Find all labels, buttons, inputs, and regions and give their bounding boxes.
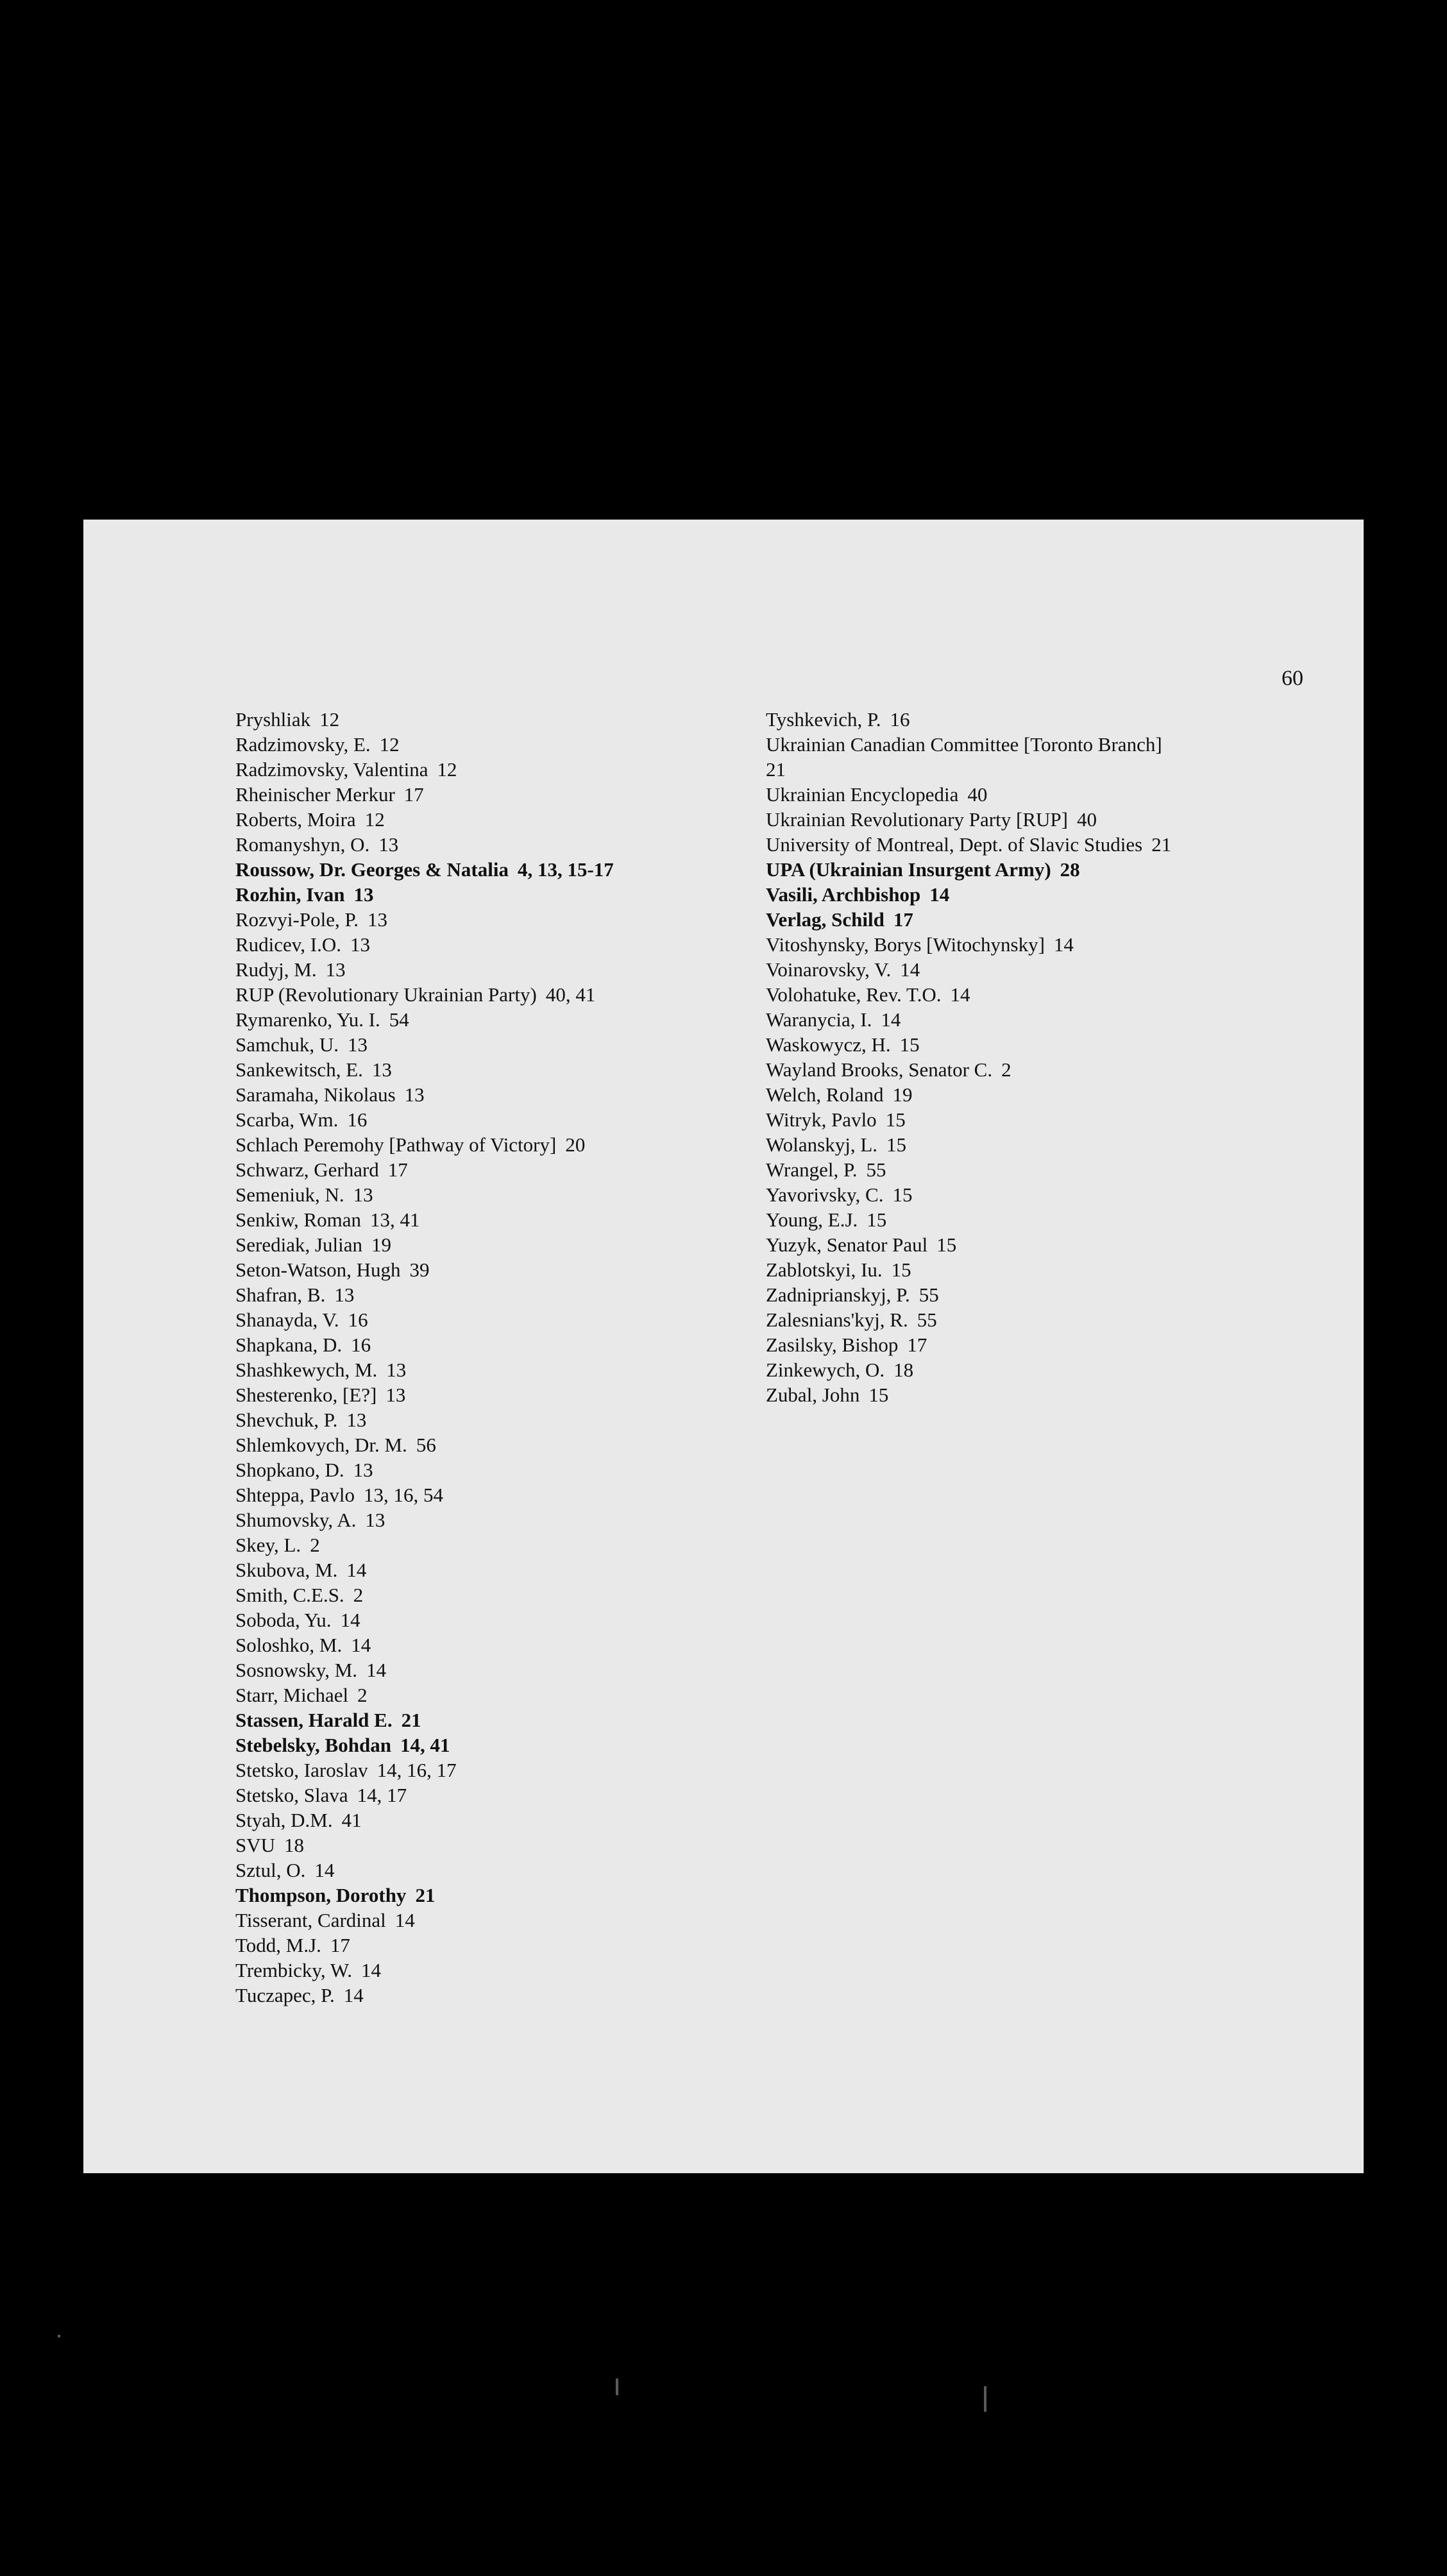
- entry-name: Ukrainian Encyclopedia: [766, 783, 959, 806]
- index-entry: [235, 1682, 761, 1707]
- index-entry: [235, 1182, 761, 1207]
- entry-pages: 55: [918, 1284, 939, 1306]
- entry-pages: 13: [350, 933, 371, 956]
- entry-pages: 14, 41: [400, 1734, 450, 1756]
- entry-pages: 12: [364, 808, 385, 831]
- index-entry: [766, 1232, 1317, 1257]
- entry-name: Roussow, Dr. Georges & Natalia: [235, 858, 509, 881]
- entry-pages: 54: [389, 1008, 409, 1031]
- entry-name: Sztul, O.: [235, 1859, 306, 1881]
- index-entry: [235, 882, 761, 907]
- entry-name: Shopkano, D.: [235, 1459, 344, 1481]
- index-entry: [235, 1858, 761, 1883]
- index-entry: [766, 1207, 1317, 1232]
- entry-name: Vasili, Archbishop: [766, 883, 921, 906]
- entry-pages: 13: [346, 1409, 367, 1431]
- entry-pages: 13, 41: [370, 1208, 420, 1231]
- index-entry: [766, 1082, 1317, 1107]
- index-entry: [235, 1607, 761, 1632]
- entry-pages: 4, 13, 15-17: [517, 858, 614, 881]
- entry-name: Stetsko, Slava: [235, 1784, 348, 1806]
- entry-name: Tuczapec, P.: [235, 1984, 335, 2006]
- entry-name: Skey, L.: [235, 1534, 301, 1556]
- index-entry: [766, 1032, 1317, 1057]
- entry-name: Styah, D.M.: [235, 1809, 333, 1831]
- entry-name: Shapkana, D.: [235, 1334, 343, 1356]
- entry-name: Yavorivsky, C.: [766, 1183, 884, 1206]
- entry-pages: 13: [348, 1033, 368, 1056]
- entry-pages: 13: [353, 1183, 373, 1206]
- index-entry: [766, 1157, 1317, 1182]
- index-entry: [766, 832, 1317, 857]
- entry-pages: 16: [351, 1334, 371, 1356]
- entry-pages: 19: [892, 1083, 913, 1106]
- entry-pages: 13: [368, 908, 388, 931]
- entry-name: Sosnowsky, M.: [235, 1659, 358, 1681]
- index-entry: [766, 982, 1317, 1007]
- index-entry: [235, 1282, 761, 1307]
- page-number: 60: [1282, 666, 1303, 690]
- entry-pages: 14: [361, 1959, 382, 1981]
- entry-pages: 21: [415, 1884, 436, 1906]
- entry-pages: 13: [365, 1509, 385, 1531]
- entry-name: Shashkewych, M.: [235, 1359, 378, 1381]
- entry-name: Ukrainian Revolutionary Party [RUP]: [766, 808, 1068, 831]
- entry-pages: 14: [929, 883, 950, 906]
- index-entry: [235, 1407, 761, 1432]
- index-entry: [235, 832, 761, 857]
- entry-pages: 13, 16, 54: [364, 1484, 443, 1506]
- entry-name: Zasilsky, Bishop: [766, 1334, 899, 1356]
- index-entry: [235, 782, 761, 807]
- index-entry: [235, 1632, 761, 1657]
- index-entry: [235, 1107, 761, 1132]
- index-entry: [235, 1032, 761, 1057]
- index-entry: [235, 1057, 761, 1082]
- index-entry: [235, 807, 761, 832]
- entry-name: Tyshkevich, P.: [766, 708, 881, 731]
- entry-name: Todd, M.J.: [235, 1934, 321, 1956]
- entry-pages: 14, 16, 17: [377, 1759, 457, 1781]
- entry-name: Waskowycz, H.: [766, 1033, 891, 1056]
- entry-name: Semeniuk, N.: [235, 1183, 344, 1206]
- index-entry: [235, 1783, 761, 1808]
- index-entry: [235, 707, 761, 732]
- entry-name: Zubal, John: [766, 1384, 860, 1406]
- index-entry: [766, 1357, 1317, 1382]
- entry-name: Radzimovsky, E.: [235, 733, 371, 756]
- entry-name: Radzimovsky, Valentina: [235, 758, 428, 781]
- index-entry: [766, 782, 1317, 807]
- entry-pages: 56: [416, 1434, 436, 1456]
- scan-artifact: [58, 2335, 60, 2337]
- entry-pages: 39: [409, 1258, 430, 1281]
- entry-pages: 2: [353, 1584, 364, 1606]
- entry-name: Roberts, Moira: [235, 808, 356, 831]
- entry-name: Skubova, M.: [235, 1559, 338, 1581]
- index-entry: [766, 1332, 1317, 1357]
- index-entry: [235, 1457, 761, 1482]
- entry-pages: 40: [967, 783, 988, 806]
- index-entry: [235, 1257, 761, 1282]
- index-entry: [235, 907, 761, 932]
- entry-pages: 15: [936, 1233, 957, 1256]
- index-entry: [766, 1132, 1317, 1157]
- entry-name: Voinarovsky, V.: [766, 958, 892, 981]
- entry-pages: 15: [899, 1033, 920, 1056]
- entry-name: Ukrainian Canadian Committee [Toronto Branch]: [766, 733, 1162, 756]
- entry-name: Rheinischer Merkur: [235, 783, 395, 806]
- index-entry: [235, 1132, 761, 1157]
- entry-name: Shevchuk, P.: [235, 1409, 338, 1431]
- entry-pages: 15: [892, 1183, 913, 1206]
- index-entry: [235, 1833, 761, 1858]
- entry-pages: 13: [334, 1284, 355, 1306]
- entry-name: Sankewitsch, E.: [235, 1058, 363, 1081]
- entry-pages: 19: [371, 1233, 392, 1256]
- entry-name: Witryk, Pavlo: [766, 1108, 877, 1131]
- entry-name: University of Montreal, Dept. of Slavic Studies: [766, 833, 1143, 856]
- entry-name: Shlemkovych, Dr. M.: [235, 1434, 407, 1456]
- entry-name: Thompson, Dorothy: [235, 1884, 407, 1906]
- index-entry: [235, 1983, 761, 2008]
- entry-name: Samchuk, U.: [235, 1033, 339, 1056]
- entry-pages: 15: [886, 1133, 907, 1156]
- entry-pages: 13: [325, 958, 346, 981]
- entry-pages: 2: [357, 1684, 368, 1706]
- entry-pages: 17: [330, 1934, 350, 1956]
- index-entry: [235, 1532, 761, 1557]
- entry-pages: 41: [341, 1809, 362, 1831]
- index-entry: [235, 1733, 761, 1758]
- index-entry: [766, 882, 1317, 907]
- entry-name: Pryshliak: [235, 708, 311, 731]
- index-entry: [235, 957, 761, 982]
- index-entry: [766, 1057, 1317, 1082]
- entry-pages: 14: [900, 958, 920, 981]
- entry-name: Soboda, Yu.: [235, 1609, 332, 1631]
- entry-pages: 15: [891, 1258, 911, 1281]
- entry-name: Shanayda, V.: [235, 1309, 339, 1331]
- index-entry: [235, 757, 761, 782]
- index-entry: [766, 732, 1317, 782]
- entry-name: Zinkewych, O.: [766, 1359, 885, 1381]
- index-entry: [235, 982, 761, 1007]
- index-entry: [235, 1908, 761, 1933]
- entry-name: Schlach Peremohy [Pathway of Victory]: [235, 1133, 557, 1156]
- entry-name: Wrangel, P.: [766, 1158, 858, 1181]
- index-entry: [235, 1332, 761, 1357]
- entry-pages: 17: [893, 908, 913, 931]
- entry-name: Zalesnians'kyj, R.: [766, 1309, 908, 1331]
- entry-name: Saramaha, Nikolaus: [235, 1083, 396, 1106]
- index-entry: [235, 1582, 761, 1607]
- entry-pages: 14: [881, 1008, 901, 1031]
- entry-pages: 40, 41: [545, 983, 596, 1006]
- entry-name: Serediak, Julian: [235, 1233, 363, 1256]
- entry-name: Wayland Brooks, Senator C.: [766, 1058, 993, 1081]
- entry-name: Shafran, B.: [235, 1284, 326, 1306]
- index-entry: [766, 1257, 1317, 1282]
- entry-name: Rudicev, I.O.: [235, 933, 342, 956]
- entry-pages: 21: [1151, 833, 1172, 856]
- index-entry: [235, 1557, 761, 1582]
- entry-name: Young, E.J.: [766, 1208, 858, 1231]
- index-entry: [235, 1432, 761, 1457]
- entry-pages: 13: [385, 1384, 406, 1406]
- entry-name: Smith, C.E.S.: [235, 1584, 344, 1606]
- index-entry: [235, 857, 761, 882]
- entry-pages: 13: [353, 883, 374, 906]
- entry-pages: 18: [893, 1359, 914, 1381]
- index-entry: [235, 1232, 761, 1257]
- entry-pages: 17: [387, 1158, 408, 1181]
- entry-name: Volohatuke, Rev. T.O.: [766, 983, 942, 1006]
- index-entry: [766, 1282, 1317, 1307]
- index-entry: [235, 1707, 761, 1733]
- index-entry: [235, 1157, 761, 1182]
- entry-pages: 12: [437, 758, 457, 781]
- index-entry: [235, 1307, 761, 1332]
- entry-pages: 18: [284, 1834, 305, 1856]
- entry-name: Wolanskyj, L.: [766, 1133, 878, 1156]
- index-entry: [766, 1307, 1317, 1332]
- index-entry: [766, 857, 1317, 882]
- entry-name: Rymarenko, Yu. I.: [235, 1008, 380, 1031]
- entry-pages: 13: [404, 1083, 425, 1106]
- index-entry: [766, 932, 1317, 957]
- entry-pages: 21: [766, 758, 786, 781]
- entry-name: Schwarz, Gerhard: [235, 1158, 379, 1181]
- entry-name: Vitoshynsky, Borys [Witochynsky]: [766, 933, 1045, 956]
- entry-pages: 13: [386, 1359, 407, 1381]
- entry-pages: 14: [340, 1609, 360, 1631]
- index-entry: [766, 1182, 1317, 1207]
- entry-name: UPA (Ukrainian Insurgent Army): [766, 858, 1051, 881]
- index-entry: [766, 1382, 1317, 1407]
- entry-pages: 16: [348, 1309, 368, 1331]
- index-entry: [235, 932, 761, 957]
- entry-pages: 17: [403, 783, 424, 806]
- scan-artifact: [984, 2386, 986, 2412]
- entry-pages: 40: [1076, 808, 1097, 831]
- index-entry: [235, 1507, 761, 1532]
- index-column-right: [766, 707, 1317, 1407]
- entry-pages: 28: [1060, 858, 1080, 881]
- entry-pages: 13: [378, 833, 399, 856]
- entry-name: Senkiw, Roman: [235, 1208, 362, 1231]
- entry-name: Seton-Watson, Hugh: [235, 1258, 401, 1281]
- entry-pages: 13: [371, 1058, 392, 1081]
- entry-pages: 14: [351, 1634, 371, 1656]
- entry-name: SVU: [235, 1834, 276, 1856]
- entry-pages: 55: [917, 1309, 937, 1331]
- entry-pages: 15: [867, 1208, 887, 1231]
- entry-name: Rozhin, Ivan: [235, 883, 345, 906]
- entry-pages: 12: [379, 733, 400, 756]
- entry-pages: 55: [866, 1158, 886, 1181]
- entry-name: Trembicky, W.: [235, 1959, 353, 1981]
- entry-name: Soloshko, M.: [235, 1634, 343, 1656]
- entry-pages: 2: [310, 1534, 320, 1556]
- entry-name: RUP (Revolutionary Ukrainian Party): [235, 983, 537, 1006]
- entry-pages: 14: [346, 1559, 367, 1581]
- index-entry: [235, 1007, 761, 1032]
- index-entry: [235, 1207, 761, 1232]
- entry-name: Shteppa, Pavlo: [235, 1484, 355, 1506]
- index-entry: [235, 1482, 761, 1507]
- index-entry: [235, 1958, 761, 1983]
- entry-pages: 15: [868, 1384, 889, 1406]
- index-entry: [766, 907, 1317, 932]
- entry-name: Yuzyk, Senator Paul: [766, 1233, 928, 1256]
- entry-pages: 21: [401, 1709, 421, 1731]
- entry-name: Rudyj, M.: [235, 958, 317, 981]
- document-page: [83, 520, 1364, 2173]
- entry-pages: 14: [394, 1909, 415, 1931]
- entry-pages: 14: [1053, 933, 1074, 956]
- entry-name: Welch, Roland: [766, 1083, 884, 1106]
- entry-pages: 15: [885, 1108, 906, 1131]
- entry-pages: 16: [890, 708, 910, 731]
- index-entry: [766, 1007, 1317, 1032]
- entry-pages: 14: [366, 1659, 387, 1681]
- entry-pages: 14, 17: [357, 1784, 407, 1806]
- entry-name: Stebelsky, Bohdan: [235, 1734, 391, 1756]
- index-entry: [235, 1657, 761, 1682]
- scan-artifact: [616, 2378, 618, 2395]
- entry-name: Tisserant, Cardinal: [235, 1909, 386, 1931]
- entry-pages: 12: [319, 708, 340, 731]
- entry-pages: 2: [1001, 1058, 1011, 1081]
- entry-pages: 17: [907, 1334, 927, 1356]
- entry-pages: 14: [343, 1984, 364, 2006]
- entry-name: Zadniprianskyj, P.: [766, 1284, 910, 1306]
- entry-pages: 16: [347, 1108, 368, 1131]
- index-entry: [235, 1808, 761, 1833]
- entry-pages: 20: [565, 1133, 586, 1156]
- entry-name: Rozvyi-Pole, P.: [235, 908, 359, 931]
- entry-pages: 13: [353, 1459, 373, 1481]
- entry-name: Stetsko, Iaroslav: [235, 1759, 368, 1781]
- index-entry: [766, 807, 1317, 832]
- index-entry: [235, 1357, 761, 1382]
- index-entry: [235, 1933, 761, 1958]
- index-entry: [235, 732, 761, 757]
- entry-name: Verlag, Schild: [766, 908, 884, 931]
- entry-name: Shumovsky, A.: [235, 1509, 357, 1531]
- index-entry: [235, 1382, 761, 1407]
- index-entry: [766, 1107, 1317, 1132]
- index-entry: [766, 707, 1317, 732]
- entry-name: Stassen, Harald E.: [235, 1709, 393, 1731]
- entry-name: Shesterenko, [E?]: [235, 1384, 377, 1406]
- entry-name: Zablotskyi, Iu.: [766, 1258, 883, 1281]
- index-entry: [235, 1883, 761, 1908]
- entry-name: Romanyshyn, O.: [235, 833, 370, 856]
- index-entry: [235, 1082, 761, 1107]
- entry-name: Scarba, Wm.: [235, 1108, 339, 1131]
- entry-pages: 14: [950, 983, 970, 1006]
- entry-name: Starr, Michael: [235, 1684, 349, 1706]
- index-entry: [235, 1758, 761, 1783]
- index-column-left: [235, 707, 761, 2008]
- index-entry: [766, 957, 1317, 982]
- entry-name: Waranycia, I.: [766, 1008, 872, 1031]
- entry-pages: 14: [314, 1859, 335, 1881]
